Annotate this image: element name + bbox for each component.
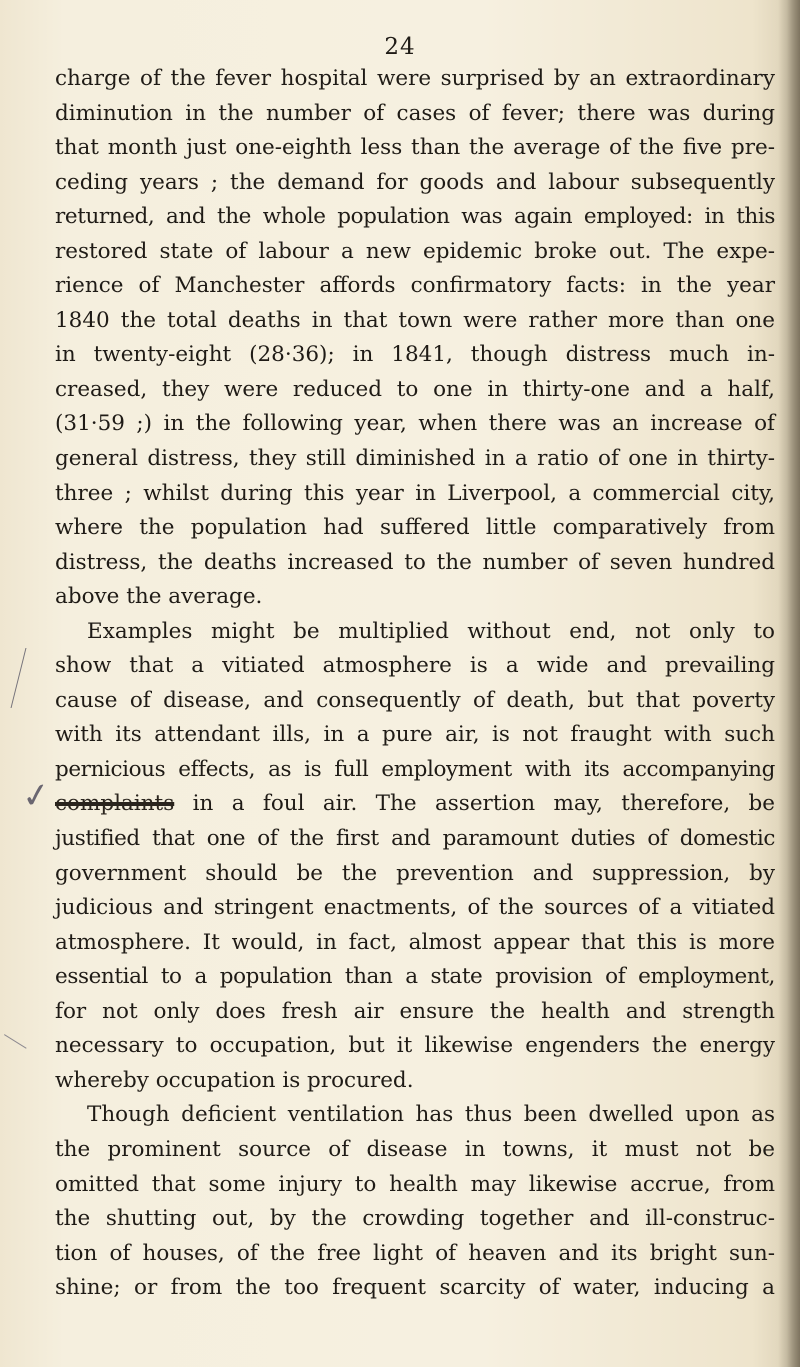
- text-line: distress, the deaths increased to the number of seven hundred: [55, 549, 775, 575]
- text-line: three ; whilst during this year in Liverpool, a commercial city,: [55, 480, 775, 506]
- text-line: creased, they were reduced to one in thirty-one and a half,: [55, 376, 775, 402]
- struck-out-word: complaints: [55, 791, 175, 817]
- text-line: pernicious effects, as is full employment with its accompanying: [55, 756, 775, 782]
- text-line: charge of the fever hospital were surprised by an extraordinary: [55, 66, 775, 91]
- text-line: rience of Manchester affords confirmatory facts: in the year: [55, 273, 775, 299]
- text-line-with-strikeout: [55, 787, 775, 822]
- body-text: [55, 62, 775, 1306]
- text-line: for not only does fresh air ensure the health and strength: [55, 998, 775, 1024]
- page-number: 24: [384, 34, 416, 60]
- text-line: ceding years ; the demand for goods and labour subsequently: [55, 169, 775, 195]
- text-line: (31·59 ;) in the following year, when there was an increase of: [55, 411, 775, 437]
- text-line: diminution in the number of cases of fever; there was during: [55, 100, 775, 126]
- paragraph-end-line: whereby occupation is procured.: [55, 1067, 414, 1093]
- paragraph-start-line: Examples might be multiplied without end, not only to: [87, 618, 775, 644]
- text-line: justified that one of the first and paramount duties of domestic: [55, 826, 775, 852]
- text-line: omitted that some injury to health may likewise accrue, from: [55, 1171, 775, 1197]
- text-line: restored state of labour a new epidemic broke out. The expe-: [55, 238, 775, 264]
- text-line: that month just one-eighth less than the average of the five pre-: [55, 135, 775, 161]
- text-line: tion of houses, of the free light of heaven and its bright sun-: [55, 1240, 775, 1266]
- text-line: shine; or from the too frequent scarcity of water, inducing a: [55, 1275, 775, 1301]
- text-line: show that a vitiated atmosphere is a wide and prevailing: [55, 653, 775, 679]
- paragraph-end-line: above the average.: [55, 584, 263, 610]
- margin-pencil-caret: [3, 1034, 26, 1049]
- page-binding-shadow: [778, 0, 800, 1367]
- text-line: general distress, they still diminished in a ratio of one in thirty-: [55, 446, 775, 472]
- text-line: necessary to occupation, but it likewise engenders the energy: [55, 1033, 775, 1059]
- text-line: the shutting out, by the crowding together and ill-construc-: [55, 1206, 775, 1232]
- text-line: essential to a population than a state provision of employment,: [55, 964, 775, 990]
- text-line: cause of disease, and consequently of death, but that poverty: [55, 687, 775, 713]
- text-line: judicious and stringent enactments, of the sources of a vitiated: [55, 895, 775, 921]
- text-line: in twenty-eight (28·36); in 1841, though distress much in-: [55, 342, 775, 368]
- text-line: 1840 the total deaths in that town were rather more than one: [55, 307, 775, 333]
- paragraph-start-line: Though deficient ventilation has thus been dwelled upon as: [87, 1102, 775, 1128]
- margin-correction-mark: ✓: [19, 774, 54, 818]
- text-line: with its attendant ills, in a pure air, is not fraught with such: [55, 722, 775, 748]
- text-line-rest: in a foul air. The assertion may, therefore, be: [192, 791, 775, 817]
- margin-pencil-slash: [11, 648, 30, 708]
- text-line: where the population had suffered little comparatively from: [55, 515, 775, 541]
- text-line: atmosphere. It would, in fact, almost appear that this is more: [55, 929, 775, 955]
- text-line: the prominent source of disease in towns, it must not be: [55, 1136, 775, 1162]
- text-line: returned, and the whole population was again employed: in this: [55, 204, 775, 230]
- text-line: government should be the prevention and suppression, by: [55, 860, 775, 886]
